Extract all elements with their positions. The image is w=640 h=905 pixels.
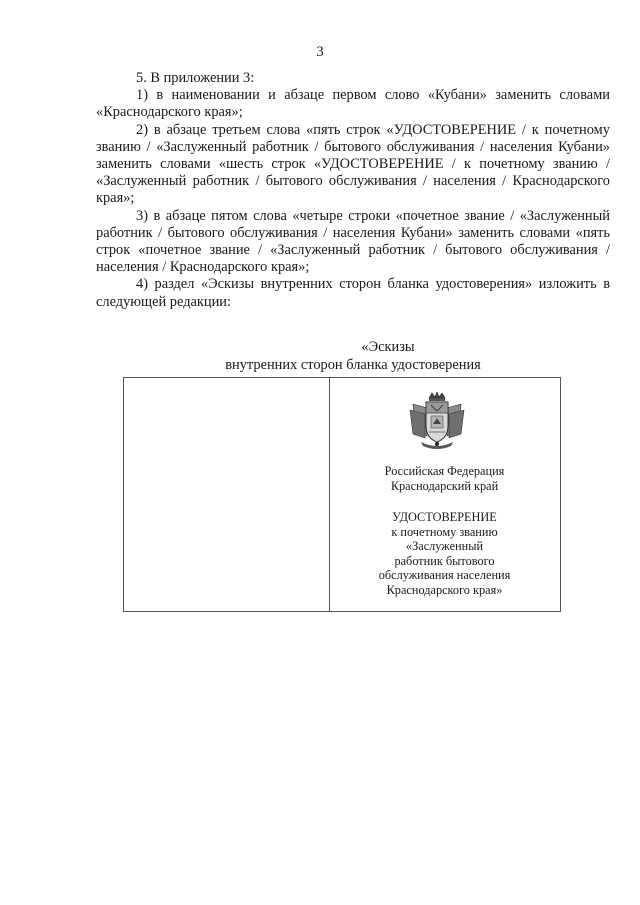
certificate-title-block (329, 510, 560, 598)
certificate-line-4: работник бытового (394, 553, 495, 568)
certificate-line-3: «Заслуженный (405, 539, 484, 554)
sketch-title-line-2: внутренних сторон бланка удостоверения (225, 357, 481, 373)
certificate-line-6: Краснодарского края» (386, 582, 503, 597)
paragraph-subitem-2: 2) в абзаце третьем слова «пять строк «УДОСТОВЕРЕНИЕ / к почетному званию / «Заслуженный работник / бытового обслуживания / населения Кубани» заменить словами «шесть строк «УДОСТОВЕРЕНИЕ / к почетному званию / «Заслуженный работник / бытового обслуживания / населения / Краснодарского края»; (96, 121, 610, 207)
certificate-blank-sketch (123, 377, 561, 612)
paragraph-subitem-1: 1) в наименовании и абзаце первом слово «Кубани» заменить словами «Краснодарского края»; (96, 87, 610, 121)
paragraph-item-5: 5. В приложении 3: (136, 70, 255, 86)
paragraph-subitem-4: 4) раздел «Эскизы внутренних сторон бланка удостоверения» изложить в следующей редакции: (96, 276, 610, 310)
certificate-line-2: к почетному званию (391, 524, 498, 539)
sketch-title-line-1: «Эскизы (361, 339, 415, 355)
certificate-line-5: обслуживания населения (378, 568, 511, 583)
paragraph-subitem-3: 3) в абзаце пятом слова «четыре строки «почетное звание / «Заслуженный работник / бытового обслуживания / населения Кубани» заменить словами «пять строк «почетное звание / «Заслуженный работник / бытового обслуживания / населения / Краснодарского края»; (96, 207, 610, 276)
issuer-block (329, 464, 560, 493)
amendment-text (96, 70, 610, 311)
certificate-title: УДОСТОВЕРЕНИЕ (392, 510, 497, 524)
certificate-left-side (124, 378, 330, 611)
issuer-region: Краснодарский край (390, 478, 499, 493)
sketch-title (96, 338, 610, 374)
krasnodar-coat-of-arms-icon (407, 392, 467, 450)
issuer-country: Российская Федерация (384, 464, 505, 478)
page-number: 3 (316, 44, 324, 60)
certificate-right-side (329, 378, 560, 611)
